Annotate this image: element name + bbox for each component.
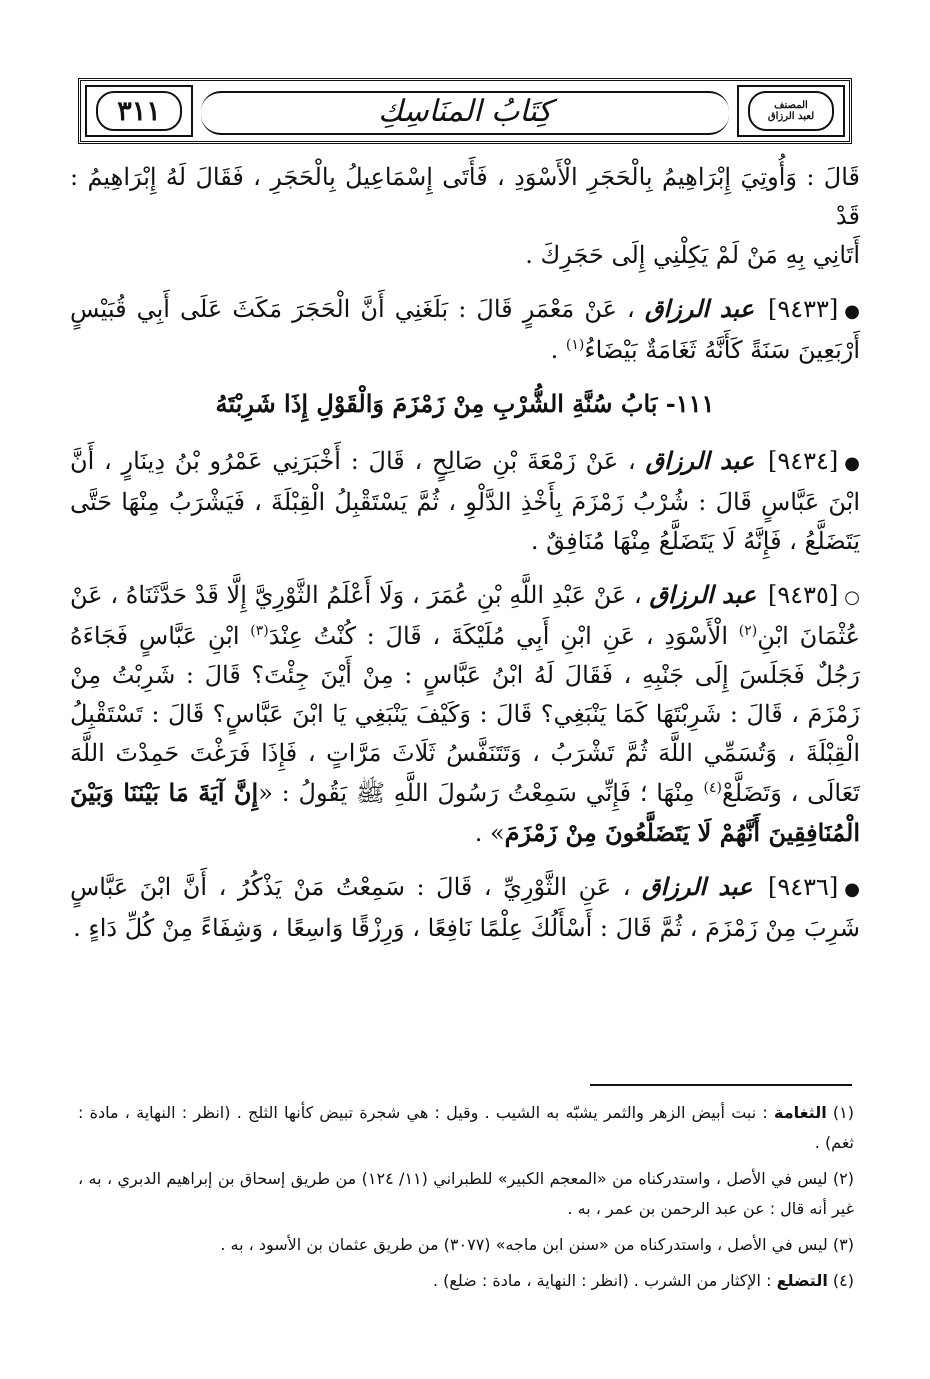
page-number: ٣١١: [117, 95, 161, 127]
footnote-4: (٤) التضلع : الإكثار من الشرب . (انظر : النهاية ، مادة : ضلع) .: [432, 1271, 854, 1290]
footnote-ref: (٤): [703, 780, 722, 796]
page-number-box: [85, 85, 193, 137]
filled-circle-icon: ●: [844, 301, 860, 322]
hadith-number: [٩٤٣٤]: [767, 447, 839, 475]
hadith-9434: ●[٩٤٣٤] عبد الرزاق ، عَنْ زَمْعَةَ بْنِ صَالِحٍ ، قَالَ : أَخْبَرَنِي عَمْرُو بْنُ دِينَارٍ ، أَنَّ ابْنَ عَبَّاسٍ قَالَ : شُرْبُ زَمْزَمَ بِأَخْذِ الدَّلْوِ ، ثُمَّ يَسْتَقْبِلُ الْقِبْلَةَ ، فَيَشْرَبُ مِنْهَا حَتَّى يَتَضَلَّعُ ، فَإِنَّهُ لَا يَتَضَلَّعُ مِنْهَا مُنَافِقٌ .: [70, 446, 861, 555]
hadith-number: [٩٤٣٦]: [767, 873, 839, 901]
filled-circle-icon: ●: [844, 453, 861, 474]
footnote-ref: (٢): [738, 623, 758, 639]
footnote-ref: (٣): [250, 623, 269, 639]
footnote-divider: [590, 1084, 852, 1086]
hadith-9433: ●[٩٤٣٣] عبد الرزاق ، عَنْ مَعْمَرٍ قَالَ : بَلَغَنِي أَنَّ الْحَجَرَ مَكَثَ عَلَى أَبِي قُبَيْسٍ أَرْبَعِينَ سَنَةً كَأَنَّهُ ثَغَامَةٌ بَيْضَاءُ$^{(١)}$ .: [70, 294, 860, 364]
author-name: عبد الرزاق: [649, 580, 757, 609]
hollow-circle-icon: ○: [844, 587, 860, 608]
author-name: عبد الرزاق: [644, 294, 754, 323]
main-text: [70, 158, 860, 962]
page-header: [78, 78, 852, 144]
brand-box: [737, 85, 845, 137]
paragraph-continuation: قَالَ : وَأُوتِيَ إِبْرَاهِيمُ بِالْحَجَرِ الْأَسْوَدِ ، فَأَتَى إِسْمَاعِيلُ بِالْحَجَرِ ، فَقَالَ لَهُ إِبْرَاهِيمُ : قَدْ أَتَانِي بِهِ مَنْ لَمْ يَكِلْنِي إِلَى حَجَرِكَ .: [70, 163, 860, 269]
author-name: عبد الرزاق: [641, 872, 753, 901]
prophetic-hadith: إِنَّ آيَةَ مَا بَيْنَنَا وَبَيْنَ الْمُنَافِقِينَ أَنَّهُمْ لَا يَتَضَلَّعُونَ مِنْ زَمْزَمَ: [70, 778, 860, 847]
hadith-9436: ●[٩٤٣٦] عبد الرزاق ، عَنِ الثَّوْرِيِّ ، قَالَ : سَمِعْتُ مَنْ يَذْكُرُ ، أَنَّ ابْنَ عَبَّاسٍ شَرِبَ مِنْ زَمْزَمَ ، ثُمَّ قَالَ : أَسْأَلُكَ عِلْمًا نَافِعًا ، وَرِزْقًا وَاسِعًا ، وَشِفَاءً مِنْ كُلِّ دَاءٍ .: [70, 872, 860, 942]
author-name: عبد الرزاق: [645, 446, 755, 475]
book-title: كِتَابُ المنَاسِكِ: [362, 94, 568, 129]
hadith-number: [٩٤٣٣]: [767, 295, 839, 323]
footnote-1: (١) الثغامة : نبت أبيض الزهر والثمر يشبّه به الشيب . وقيل : هي شجرة تبيض كأنها الثلج . (انظر : النهاية ، مادة : ثغم) .: [78, 1103, 854, 1152]
brand-logo: المصنف لعبد الرزاق: [767, 100, 815, 122]
footnote-3: (٣) ليس في الأصل ، واستدركناه من «سنن ابن ماجه» (٣٠٧٧) من طريق عثمان بن الأسود ، به .: [220, 1235, 854, 1254]
footnote-term: الثغامة: [774, 1103, 827, 1122]
hadith-number: [٩٤٣٥]: [767, 581, 839, 609]
header-title-area: [201, 85, 729, 137]
footnotes: [78, 1098, 854, 1302]
footnote-term: التضلع: [776, 1271, 828, 1290]
hadith-9435: ○[٩٤٣٥] عبد الرزاق ، عَنْ عَبْدِ اللَّهِ بْنِ عُمَرَ ، وَلَا أَعْلَمُ الثَّوْرِيَّ إِلَّا قَدْ حَدَّثَنَاهُ ، عَنْ عُثْمَانَ ابْنِ$^{(٢)}$ الْأَسْوَدِ ، عَنِ ابْنِ أَبِي مُلَيْكَةَ ، قَالَ : كُنْتُ عِنْدَ$^{(٣)}$ ابْنِ عَبَّاسٍ فَجَاءَهُ رَجُلٌ فَجَلَسَ إِلَى جَنْبِهِ ، فَقَالَ لَهُ ابْنُ عَبَّاسٍ : مِنْ أَيْنَ جِئْتَ؟ قَالَ : شَرِبْتُ مِنْ زَمْزَمَ ، قَالَ : شَرِبْتَهَا كَمَا يَنْبَغِي؟ قَالَ : وَكَيْفَ يَنْبَغِي يَا ابْنَ عَبَّاسٍ؟ قَالَ : تَسْتَقْبِلُ الْقِبْلَةَ ، وَتُسَمِّي اللَّهَ ثُمَّ تَشْرَبُ ، وَتَتَنَفَّسُ ثَلَاثَ مَرَّاتٍ ، فَإِذَا فَرَغْتَ حَمِدْتَ اللَّهَ تَعَالَى ، وَتَضَلَّعْ$^{(٤)}$ مِنْهَا ؛ فَإِنِّي سَمِعْتُ رَسُولَ اللَّهِ ﷺ يَقُولُ : «إِنَّ آيَةَ مَا بَيْنَنَا وَبَيْنَ الْمُنَافِقِينَ أَنَّهُمْ لَا يَتَضَلَّعُونَ مِنْ زَمْزَمَ» .: [70, 580, 861, 847]
filled-circle-icon: ●: [844, 879, 860, 900]
footnote-2: (٢) ليس في الأصل ، واستدركناه من «المعجم الكبير» للطبراني (١١/ ١٢٤) من طريق إسحاق بن إبراهيم الدبري ، به ، غير أنه قال : عن عبد الرحمن بن عمر ، به .: [78, 1169, 854, 1218]
chapter-heading: ١١١- بَابُ سُنَّةِ الشُّرْبِ مِنْ زَمْزَمَ وَالْقَوْلِ إِذَا شَرِبْتَهُ: [215, 389, 715, 418]
footnote-ref: (١): [565, 337, 585, 353]
